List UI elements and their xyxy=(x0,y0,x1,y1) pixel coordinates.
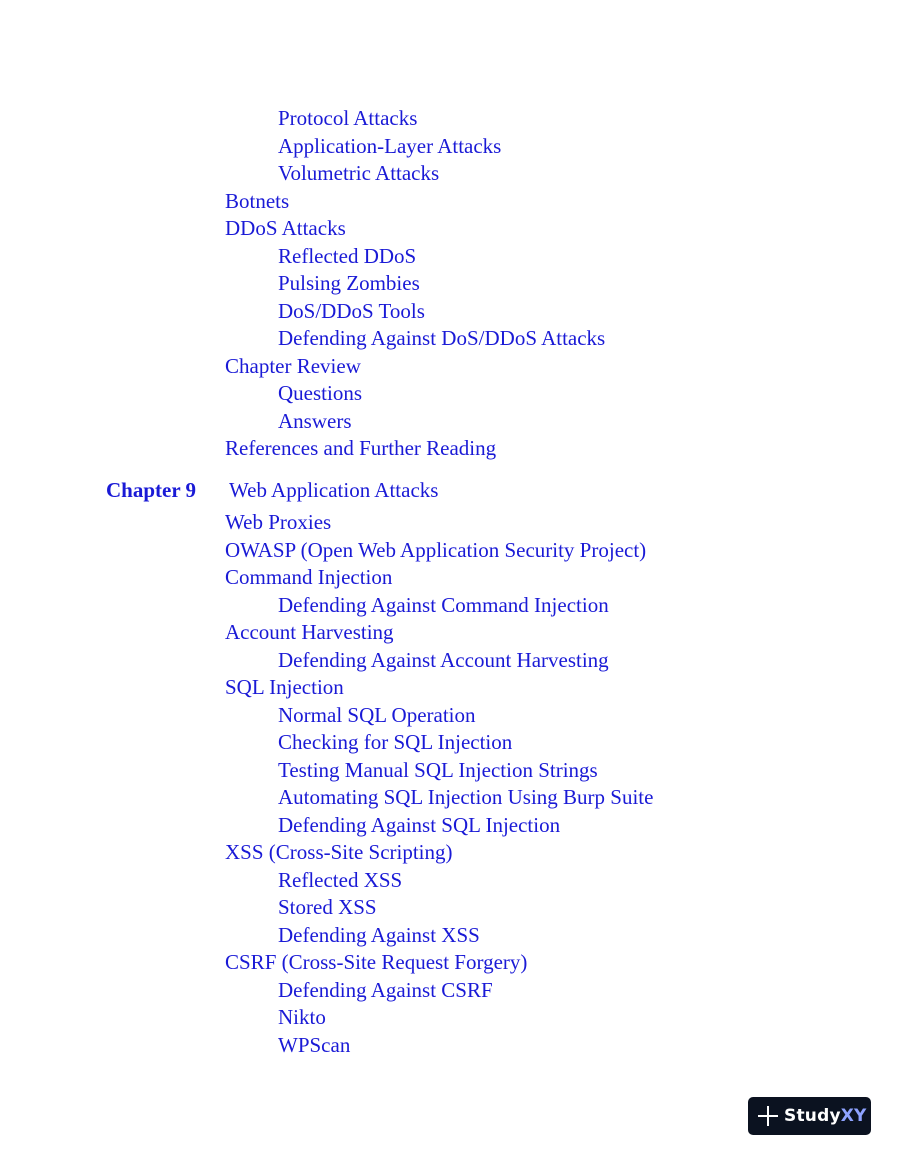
toc-section-link[interactable]: Command Injection xyxy=(225,565,393,589)
toc-subsection-link[interactable]: Defending Against SQL Injection xyxy=(278,812,561,837)
toc-section-link[interactable]: XSS (Cross-Site Scripting) xyxy=(225,840,453,864)
studyxy-logo-badge[interactable] xyxy=(748,1097,871,1135)
plus-icon xyxy=(758,1106,778,1126)
toc-subsection-link[interactable]: Testing Manual SQL Injection Strings xyxy=(278,757,598,782)
toc-subsection-link[interactable]: Defending Against CSRF xyxy=(278,977,493,1002)
toc-subsection-link[interactable]: Application-Layer Attacks xyxy=(278,133,502,158)
toc-subsection-link[interactable]: Defending Against XSS xyxy=(278,922,480,947)
chapter-title-link[interactable]: Web Application Attacks xyxy=(229,478,439,502)
toc-subsection-link[interactable]: Nikto xyxy=(278,1005,326,1029)
toc-subsection-link[interactable]: Defending Against DoS/DDoS Attacks xyxy=(278,326,606,350)
toc-section-link[interactable]: Chapter Review xyxy=(225,353,361,378)
brand-wordmark: StudyXY xyxy=(784,1106,867,1126)
toc-subsection-link[interactable]: Automating SQL Injection Using Burp Suite xyxy=(278,785,654,809)
toc-section-link[interactable]: CSRF (Cross-Site Request Forgery) xyxy=(225,950,528,974)
toc-subsection-link[interactable]: Answers xyxy=(278,408,352,433)
toc-section-link[interactable]: Account Harvesting xyxy=(225,620,394,644)
toc-subsection-link[interactable]: Reflected DDoS xyxy=(278,243,417,268)
toc-subsection-link[interactable]: DoS/DDoS Tools xyxy=(278,298,425,323)
toc-subsection-link[interactable]: Reflected XSS xyxy=(278,867,403,892)
toc-subsection-link[interactable]: Volumetric Attacks xyxy=(278,161,440,185)
toc-subsection-link[interactable]: Defending Against Command Injection xyxy=(278,592,609,617)
toc-section-link[interactable]: SQL Injection xyxy=(225,675,344,699)
toc-section-link[interactable]: References and Further Reading xyxy=(225,436,497,460)
toc-section-link[interactable]: Botnets xyxy=(225,188,290,213)
toc-subsection-link[interactable]: Pulsing Zombies xyxy=(278,271,420,295)
toc-subsection-link[interactable]: Stored XSS xyxy=(278,895,377,919)
toc-section-link[interactable]: DDoS Attacks xyxy=(225,216,346,240)
toc-subsection-link[interactable]: Checking for SQL Injection xyxy=(278,730,513,754)
toc-subsection-link[interactable]: Defending Against Account Harvesting xyxy=(278,647,609,672)
toc-subsection-link[interactable]: Normal SQL Operation xyxy=(278,702,476,727)
toc-subsection-link[interactable]: Protocol Attacks xyxy=(278,106,418,130)
toc-section-link[interactable]: OWASP (Open Web Application Security Project) xyxy=(225,537,647,562)
toc-subsection-link[interactable]: Questions xyxy=(278,381,362,405)
chapter-number: Chapter 9 xyxy=(106,478,197,502)
toc-section-link[interactable]: Web Proxies xyxy=(225,510,332,534)
toc-subsection-link[interactable]: WPScan xyxy=(278,1032,351,1057)
